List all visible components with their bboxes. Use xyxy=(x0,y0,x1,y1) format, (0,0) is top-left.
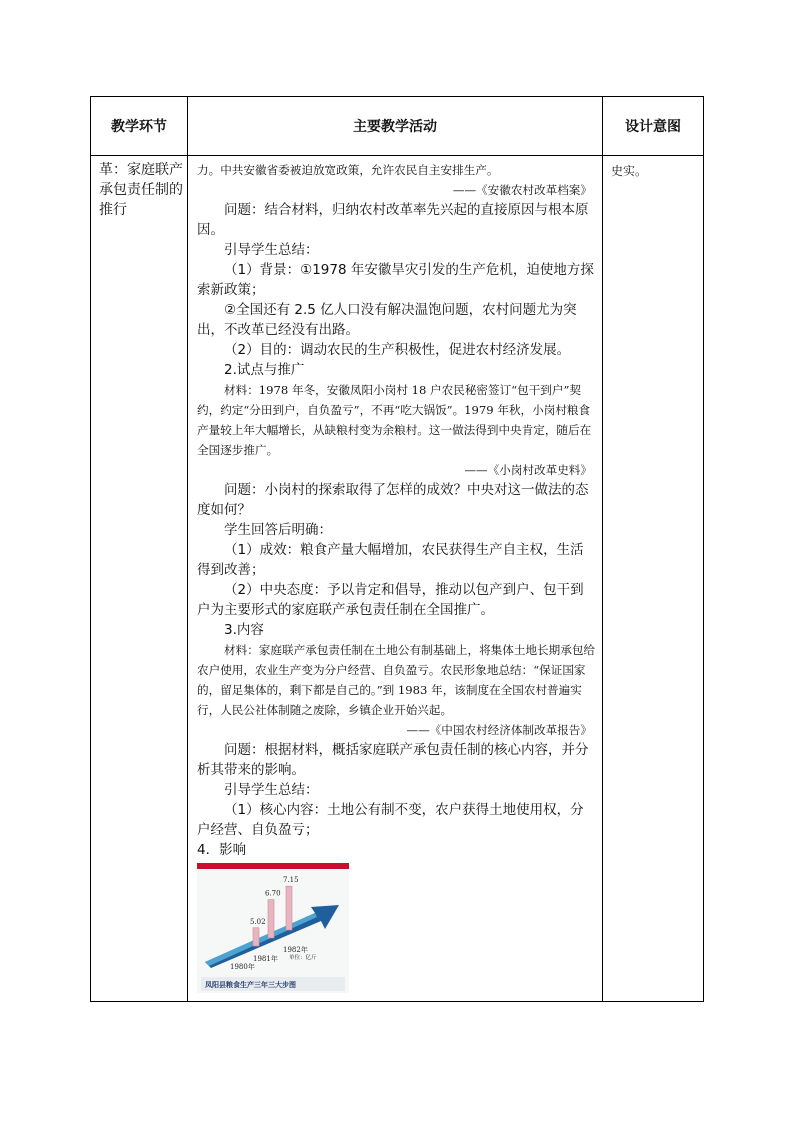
section-heading: 2.试点与推广 xyxy=(224,362,305,378)
header-main-activities: 主要教学活动 xyxy=(188,97,603,156)
question-text: 问题：结合材料，归纳农村改革率先兴起的直接原因与根本原因。 xyxy=(197,202,589,238)
summary-point: （1）核心内容：土地公有制不变，农户获得土地使用权，分户经营、自负盈亏； xyxy=(197,802,584,838)
summary-point: （2）目的：调动农民的生产积极性，促进农村经济发展。 xyxy=(224,342,571,358)
bar-value-label: 5.02 xyxy=(250,917,266,926)
material-source: ——《小岗村改革史料》 xyxy=(464,463,592,477)
material-source: ——《中国农村经济体制改革报告》 xyxy=(406,723,592,737)
question-text: 问题：根据材料，概括家庭联产承包责任制的核心内容，并分析其带来的影响。 xyxy=(197,742,589,778)
intent-cell: 史实。 xyxy=(603,156,704,1002)
year-label: 1980年 xyxy=(230,963,255,971)
section-heading: 4．影响 xyxy=(197,842,247,858)
grain-bar-1 xyxy=(253,928,259,946)
question-text: 问题：小岗村的探索取得了怎样的成效？中央对这一做法的态度如何？ xyxy=(197,482,589,518)
year-label: 1982年 xyxy=(283,946,308,954)
header-teaching-stage: 教学环节 xyxy=(91,97,188,156)
summary-point: ②全国还有 2.5 亿人口没有解决温饱问题，农村问题尤为突出，不改革已经没有出路。 xyxy=(197,302,577,338)
chart-caption: 凤阳县粮食生产三年三大步图 xyxy=(205,981,296,989)
material-text: 材料：家庭联产承包责任制在土地公有制基础上，将集体土地长期承包给农户使用，农业生产变为分户经营、自负盈亏。农民形象地总结：“保证国家的，留足集体的，剩下都是自己的。”到 1983 年，该制度在全国农村普遍实行，人民公社体制随之废除，乡镇企业开始兴起。 xyxy=(197,643,596,717)
summary-point: （2）中央态度：予以肯定和倡导，推动以包产到户、包干到户为主要形式的家庭联产承包责任制在全国推广。 xyxy=(197,582,584,618)
stage-cell: 革：家庭联产承包责任制的推行 xyxy=(91,156,188,1002)
guide-heading: 引导学生总结： xyxy=(224,782,319,798)
header-design-intent: 设计意图 xyxy=(603,97,704,156)
bar-value-label: 6.70 xyxy=(265,889,281,898)
material-text: 材料：1978 年冬，安徽凤阳小岗村 18 户农民秘密签订“包干到户”契约，约定“分田到户，自负盈亏”，不再“吃大锅饭”。1979 年秋，小岗村粮食产量较上年大幅增长，从缺粮村变为余粮村。这一做法得到中央肯定，随后在全国逐步推广。 xyxy=(197,383,592,457)
summary-point: （1）背景：①1978 年安徽旱灾引发的生产危机，迫使地方探索新政策； xyxy=(197,262,594,298)
header-row xyxy=(91,97,704,156)
grain-bar-2 xyxy=(268,900,274,938)
chart-unit-label: 单位：亿斤 xyxy=(289,955,317,961)
material-source: ——《安徽农村改革档案》 xyxy=(452,183,592,197)
chart-top-banner xyxy=(197,863,349,869)
year-label: 1981年 xyxy=(253,955,278,963)
guide-heading: 引导学生总结： xyxy=(224,242,319,258)
section-heading: 3.内容 xyxy=(224,622,264,638)
grain-production-chart xyxy=(197,863,349,993)
grain-bar-3 xyxy=(286,886,292,930)
summary-point: （1）成效：粮食产量大幅增加，农民获得生产自主权，生活得到改善； xyxy=(197,542,584,578)
material-line: 力。中共安徽省委被迫放宽政策，允许农民自主安排生产。 xyxy=(197,163,499,177)
content-row xyxy=(91,156,704,1002)
lesson-table xyxy=(90,96,704,1002)
activities-cell xyxy=(188,156,603,1002)
bar-value-label: 7.15 xyxy=(283,876,299,885)
guide-heading: 学生回答后明确： xyxy=(224,522,332,538)
